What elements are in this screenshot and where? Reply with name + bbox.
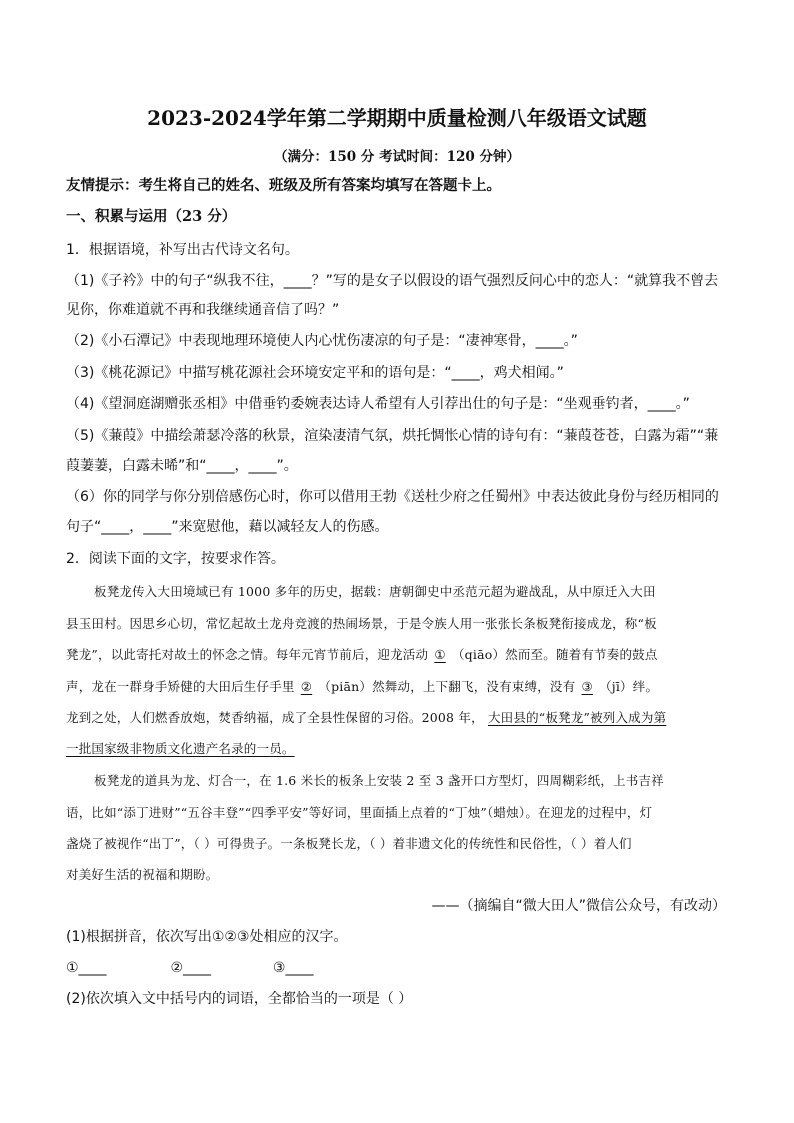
friendly-tip: 友情提示：考生将自己的姓名、班级及所有答案均填写在答题卡上。 (66, 177, 501, 194)
passage-line-10: 对美好生活的祝福和期盼。 (66, 867, 219, 882)
passage-text: （jī）绊。 (599, 679, 659, 694)
passage-line-9: 盏烧了被视作“出丁”，（ ）可得贵子。一条板凳长龙，（ ）着非遗文化的传统性和民俗性，（ ）着人们 (66, 836, 632, 851)
q1-item-5-line2: 葭萋萋，白露未晞”和“____，____”。 (66, 458, 298, 474)
exam-title: 2023-2024学年第二学期期中质量检测八年级语文试题 (147, 106, 647, 130)
passage-line-5 (66, 708, 666, 728)
answer-blank-3[interactable]: ③____ (272, 960, 314, 976)
q1-item-4: （4)《望洞庭湖赠张丞相》中借垂钓委婉表达诗人希望有人引荐出仕的句子是：“坐观垂钓者，____。” (66, 396, 690, 412)
q1-item-1-line1: （1)《子衿》中的句子“纵我不往，____？”写的是女子以假设的语气强烈反问心中的恋人：“就算我不曾去 (66, 273, 719, 289)
sub-question-2: (2)依次填入文中括号内的词语，全都恰当的一项是（ ） (66, 991, 413, 1007)
passage-line-8: 语，比如“添丁进财”“五谷丰登”“四季平安”等好词，里面插上点着的“丁烛”（蜡烛）。在迎龙的过程中，灯 (66, 805, 653, 820)
passage-text: 龙到之处，人们燃香放炮，焚香纳福，成了全县性保留的习俗。2008 年， (66, 710, 484, 725)
passage-source: ——（摘编自“微大田人”微信公众号，有改动） (431, 898, 726, 914)
passage-text: 凳龙”，以此寄托对故土的怀念之情。每年元宵节前后，迎龙活动 (66, 647, 429, 662)
q1-item-5-line1: （5)《蒹葭》中描绘萧瑟冷落的秋景，渲染凄清气氛，烘托惆怅心情的诗句有：“蒹葭苍苍，白露为霜”“蒹 (66, 428, 719, 444)
sub-question-1: (1)根据拼音，依次写出①②③处相应的汉字。 (66, 929, 348, 945)
q1-item-3: （3)《桃花源记》中描写桃花源社会环境安定平和的语句是：“____，鸡犬相闻。” (66, 365, 564, 381)
passage-text: （qiāo）然而至。随着有节奏的鼓点 (451, 647, 658, 662)
q1-item-1-line2: 见你，你难道就不再和我继续通音信了吗？” (66, 302, 340, 318)
exam-subtitle: （满分：150 分 考试时间：120 分钟） (274, 149, 520, 165)
passage-text: （piān）然舞动，上下翻飞，没有束缚，没有 (318, 679, 576, 694)
question-1-stem: 1．根据语境，补写出古代诗文名句。 (66, 242, 299, 258)
question-2-stem: 2．阅读下面的文字，按要求作答。 (66, 551, 285, 567)
underlined-sentence: 大田县的“板凳龙”被列入成为第 (487, 710, 667, 725)
passage-line-6 (66, 739, 295, 759)
blank-mark-3: ③ (581, 679, 593, 694)
answer-blanks (66, 958, 313, 978)
passage-line-3 (66, 645, 658, 665)
passage-line-2: 县玉田村。因思乡心切，常忆起故土龙舟竞渡的热闹场景，于是令族人用一张张长条板凳衔接成龙，称“板 (66, 616, 657, 631)
passage-line-1: 板凳龙传入大田境域已有 1000 多年的历史，据载：唐朝御史中丞范元超为避战乱，从中原迁入大田 (94, 584, 656, 599)
answer-blank-2[interactable]: ②____ (170, 960, 212, 976)
passage-text: 声，龙在一群身手矫健的大田后生仔手里 (66, 679, 295, 694)
q1-item-6-line1: （6）你的同学与你分别倍感伤心时，你可以借用王勃《送杜少府之任蜀州》中表达彼此身份与经历相同的 (66, 489, 719, 505)
section-heading: 一、积累与运用（23 分） (66, 208, 237, 225)
passage-line-7: 板凳龙的道具为龙、灯合一，在 1.6 米长的板条上安装 2 至 3 盏开口方型灯，四周糊彩纸，上书吉祥 (94, 773, 664, 788)
passage-line-4 (66, 677, 658, 697)
answer-blank-1[interactable]: ①____ (66, 960, 107, 976)
blank-mark-1: ① (434, 647, 446, 662)
q1-item-6-line2: 句子“____，____”来宽慰他，藉以减轻友人的伤感。 (66, 519, 389, 535)
underlined-sentence: 一批国家级非物质文化遗产名录的一员。 (66, 741, 295, 756)
q1-item-2: （2)《小石潭记》中表现地理环境使人内心忧伤凄凉的句子是：“凄神寒骨，____。” (66, 333, 578, 349)
blank-mark-2: ② (300, 679, 313, 694)
